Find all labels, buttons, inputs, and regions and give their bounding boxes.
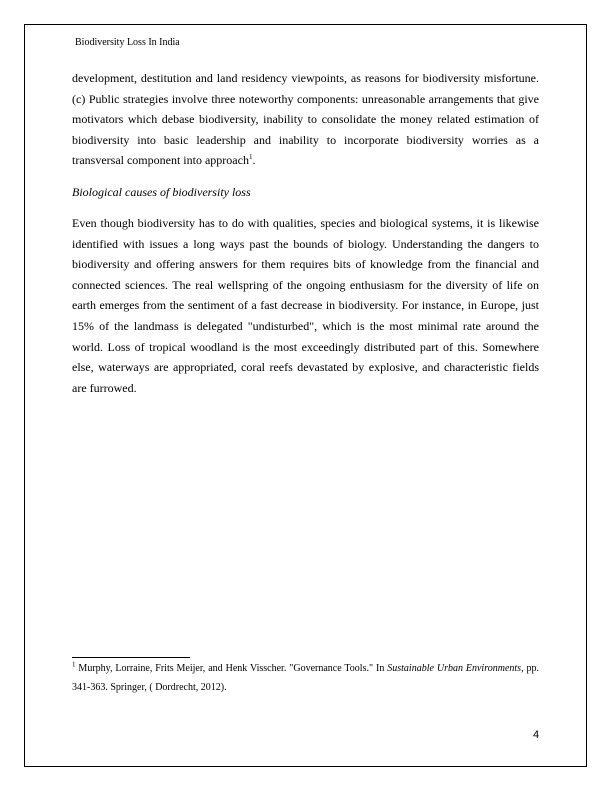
footnote-text-after: , pp. 341-363. Springer, ( Dordrecht, 2012). <box>72 663 539 693</box>
footnote-reference[interactable]: 1 <box>248 153 253 162</box>
paragraph-1-end: . <box>252 153 256 168</box>
body-paragraph-2: Even though biodiversity has to do with qualities, species and biological systems, it is likewise identified with issues a long ways past the bounds of biology. Understanding the dangers to biodiversity and offering answers for them requires bits of knowledge from the financial and connected sciences. The real wellspring of the ongoing enthusiasm for the diversity of life on earth emerges from the sentiment of a fast decrease in biodiversity. For instance, in Europe, just 15% of the landmass is delegated "undisturbed", which is the most minimal rate around the world. Loss of tropical woodland is the most exceedingly distributed part of this. Somewhere else, waterways are appropriated, coral reefs devastated by explosive, and characteristic fields are furrowed. <box>72 216 539 395</box>
footnote-title: Sustainable Urban Environments <box>387 663 522 674</box>
footnote-marker: 1 <box>72 660 76 669</box>
footnote-separator <box>72 657 190 658</box>
page-number: 4 <box>533 729 540 741</box>
running-head: Biodiversity Loss In India <box>75 37 180 48</box>
section-heading: Biological causes of biodiversity loss <box>72 185 251 199</box>
body-paragraph-1 <box>72 68 539 171</box>
footnote-text-before: Murphy, Lorraine, Frits Meijer, and Henk Visscher. "Governance Tools." In <box>75 663 388 674</box>
paragraph-1-text: development, destitution and land residency viewpoints, as reasons for biodiversity misfortune. (c) Public strategies involve three noteworthy components: unreasonable arrangements that give motivators which debase biodiversity, inability to consolidate the money related estimation of biodiversity into basic leadership and inability to incorporate biodiversity worries as a transversal component into approach <box>72 71 539 168</box>
footnote <box>72 659 539 697</box>
